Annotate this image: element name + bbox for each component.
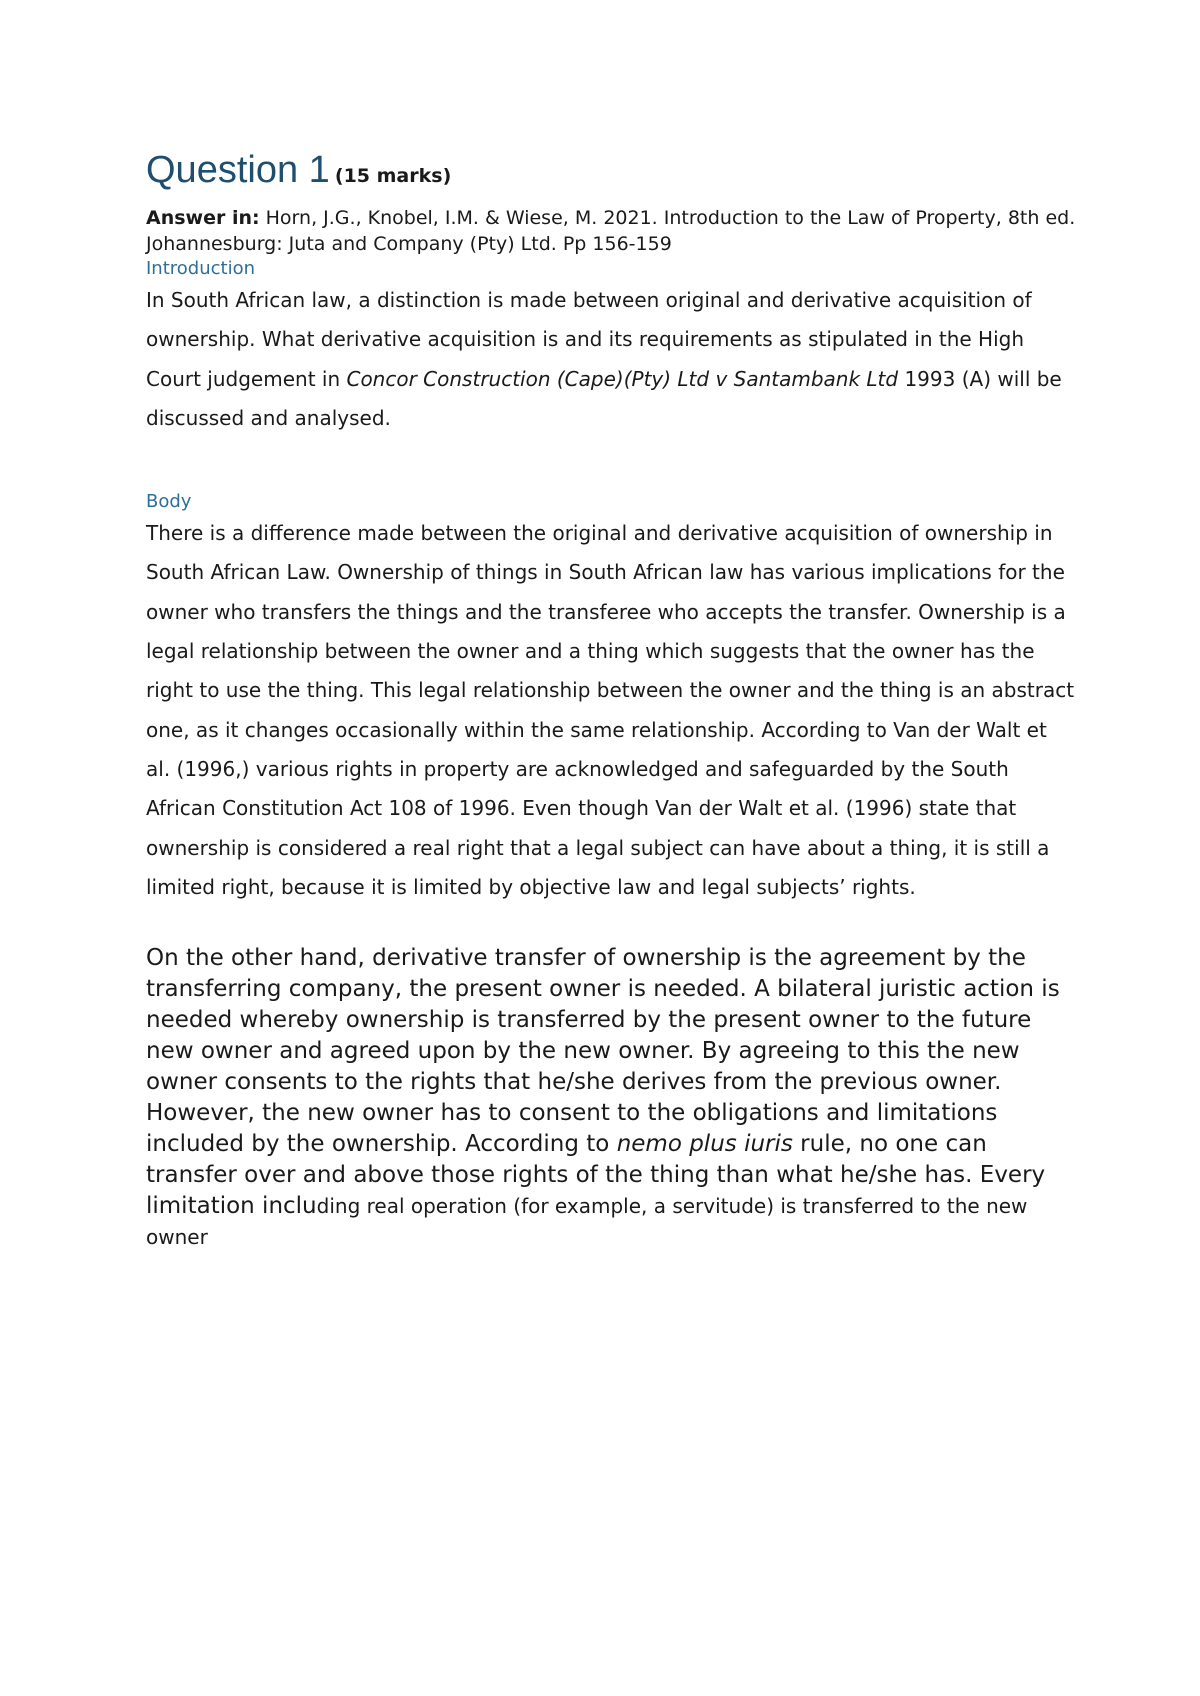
nemo-plus-iuris: nemo plus iuris	[616, 1131, 793, 1158]
body-paragraph-2-text-after: rule, no one can transfer over and above those rights of the thing than what he/she has. Every limitation inclu	[146, 1131, 1046, 1220]
introduction-heading: Introduction	[146, 258, 256, 279]
introduction-text-after: 1993 (A) will be discussed and analysed.	[146, 366, 1062, 430]
body-paragraph-2-text: On the other hand, derivative transfer of ownership is the agreement by the transferring company, the present owner is needed. A bilateral juristic action is needed whereby ownership is transferred by the present owner to the future new owner and agreed upon by the new owner. By agreeing to this the new owner consents to the rights that he/she derives from the previous owner. However, the new owner has to consent to the obligations and limitations included by the ownership. According to	[146, 945, 1060, 1158]
question-marks: (15 marks)	[334, 165, 452, 187]
body-paragraph-2	[146, 943, 1076, 1253]
question-title-main: Question 1	[146, 149, 330, 191]
answer-text: Horn, J.G., Knobel, I.M. & Wiese, M. 2021. Introduction to the Law of Property, 8th ed. Johannesburg: Juta and Company (Pty) Ltd. Pp 156-159	[146, 207, 1076, 255]
introduction-line-1: In South African law, a distinction is made between original and derivative acquisition of	[146, 288, 1032, 312]
case-citation: Concor Construction (Cape)(Pty) Ltd v Santambank Ltd	[346, 366, 899, 391]
answer-label: Answer in:	[146, 207, 260, 229]
document-content	[146, 146, 1076, 1253]
body-paragraph-2-text-small: ding real operation (for example, a servitude) is transferred to the new owner	[146, 1194, 1028, 1250]
body-paragraph-1: There is a difference made between the original and derivative acquisition of ownership in South African Law. Ownership of things in South African law has various implications for the owner who transfers the things and the transferee who accepts the transfer. Ownership is a legal relationship between the owner and a thing which suggests that the owner has the right to use the thing. This legal relationship between the owner and the thing is an abstract one, as it changes occasionally within the same relationship. According to Van der Walt et al. (1996,) various rights in property are acknowledged and safeguarded by the South African Constitution Act 108 of 1996. Even though Van der Walt et al. (1996) state that ownership is considered a real right that a legal subject can have about a thing, it is still a limited right, because it is limited by objective law and legal subjects’ rights.	[146, 521, 1075, 899]
introduction-text-before: ownership. What derivative acquisition is and its requirements as stipulated in the High Court judgement in	[146, 327, 1025, 391]
body-heading: Body	[146, 491, 192, 513]
question-title	[146, 146, 1076, 201]
introduction-paragraph	[146, 320, 1076, 438]
answer-reference	[146, 205, 1076, 257]
